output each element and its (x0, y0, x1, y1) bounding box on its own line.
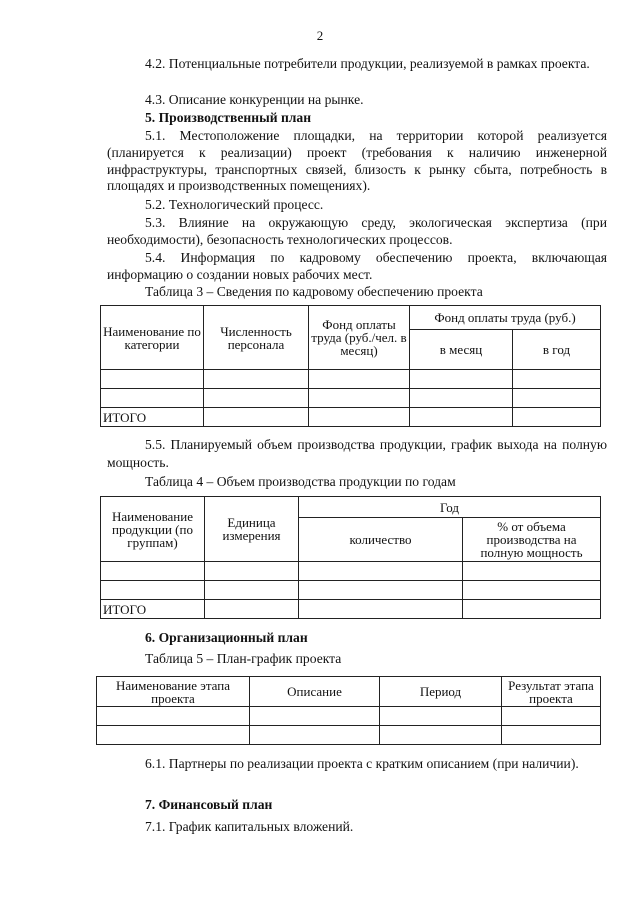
table-4-header-quantity: количество (299, 518, 463, 562)
paragraph-4-2: 4.2. Потенциальные потребители продукции, реализуемой в рамках проекта. (145, 56, 590, 71)
table-row (101, 581, 601, 600)
table-row (101, 600, 601, 619)
paragraph-5-2: 5.2. Технологический процесс. (145, 197, 324, 212)
table-row (101, 389, 601, 408)
heading-section-6: 6. Организационный план (145, 630, 308, 645)
table-5-header-period: Период (380, 677, 502, 707)
table-4-header-name: Наименование продукции (по группам) (101, 497, 205, 562)
table-3-staffing (100, 305, 601, 427)
table-4-header-unit: Единица измерения (205, 497, 299, 562)
table-3-header-fund-group: Фонд оплаты труда (руб.) (410, 306, 601, 330)
table-row (101, 370, 601, 389)
table-3-total-label: ИТОГО (101, 408, 204, 427)
page-number: 2 (316, 28, 324, 43)
table-5-header-description: Описание (250, 677, 380, 707)
table-4-caption: Таблица 4 – Объем производства продукции по годам (145, 474, 456, 489)
table-3-caption: Таблица 3 – Сведения по кадровому обеспечению проекта (145, 284, 483, 299)
table-5-header-stage: Наименование этапа проекта (97, 677, 250, 707)
table-5-caption: Таблица 5 – План-график проекта (145, 651, 342, 666)
table-3-header-year: в год (513, 330, 601, 370)
table-row (97, 707, 601, 726)
paragraph-7-1: 7.1. График капитальных вложений. (145, 819, 354, 834)
table-4-header-year: Год (299, 497, 601, 518)
table-3-header-fund-per: Фонд оплаты труда (руб./чел. в месяц) (309, 306, 410, 370)
table-5-header-result: Результат этапа проекта (502, 677, 601, 707)
table-row (101, 408, 601, 427)
table-5-schedule (96, 676, 601, 745)
paragraph-5-5: 5.5. Планируемый объем производства продукции, график выхода на полную мощность. (107, 437, 607, 470)
table-3-header-count: Численность персонала (204, 306, 309, 370)
table-3-header-category: Наименование по категории (101, 306, 204, 370)
table-row (101, 562, 601, 581)
table-4-total-label: ИТОГО (101, 600, 205, 619)
paragraph-5-1: 5.1. Местоположение площадки, на территории которой реализуется (планируется к реализации) проект (требования к наличию инженерной инфраструктуры, транспортных связей, близость к рынку сбыта, потребность в площадях и производственных помещениях). (107, 128, 607, 194)
paragraph-6-1: 6.1. Партнеры по реализации проекта с кратким описанием (при наличии). (145, 756, 579, 771)
table-row (97, 726, 601, 745)
heading-section-7: 7. Финансовый план (145, 797, 273, 812)
table-3-header-month: в месяц (410, 330, 513, 370)
paragraph-4-3: 4.3. Описание конкуренции на рынке. (145, 92, 364, 107)
heading-section-5: 5. Производственный план (145, 110, 312, 125)
paragraph-5-4: 5.4. Информация по кадровому обеспечению проекта, включающая информацию о создании новых рабочих мест. (107, 250, 607, 282)
table-4-production (100, 496, 601, 619)
paragraph-5-3: 5.3. Влияние на окружающую среду, экологическая экспертиза (при необходимости), безопасность технологических процессов. (107, 215, 607, 247)
table-4-header-percent: % от объема производства на полную мощность (463, 518, 601, 562)
